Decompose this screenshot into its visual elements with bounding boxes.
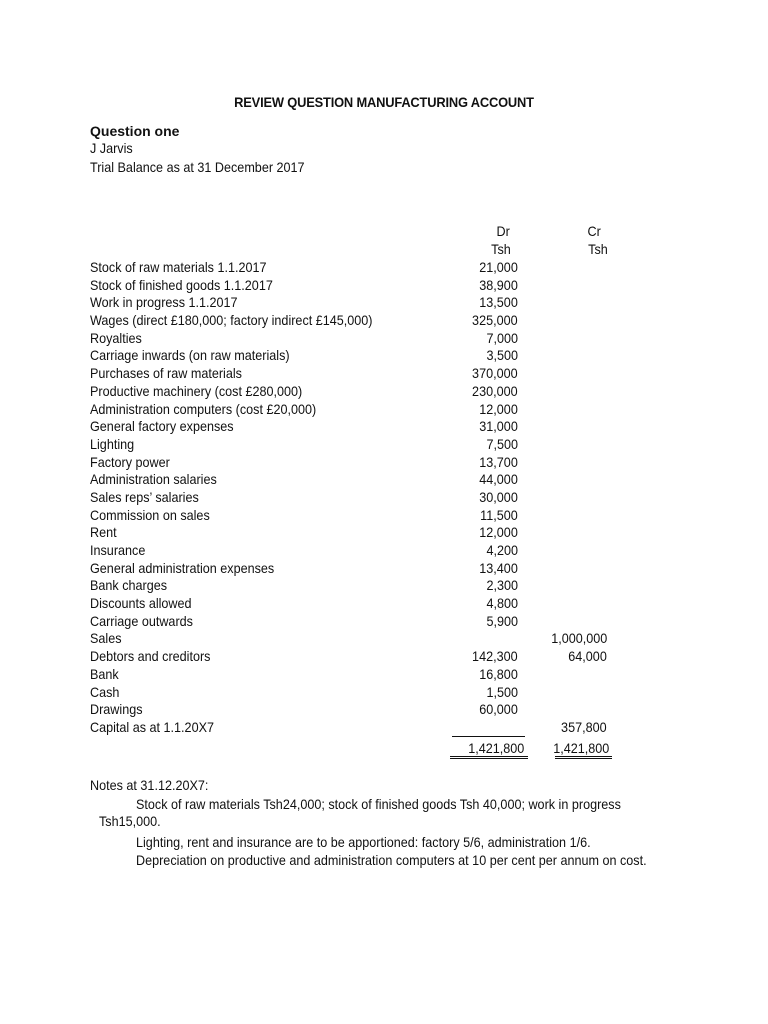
cr-column-header: Cr (587, 223, 601, 239)
table-row (0, 648, 768, 666)
debit-amount: 16,800 (479, 665, 518, 682)
debit-amount: 4,800 (486, 595, 518, 612)
debit-amount: 3,500 (486, 347, 518, 364)
debit-amount: 11,500 (480, 506, 518, 523)
table-row (0, 383, 768, 401)
trial-balance-table (0, 259, 768, 737)
table-row (0, 294, 768, 312)
account-name: Debtors and creditors (90, 648, 211, 665)
dr-total-double-rule-bottom (450, 758, 528, 759)
dr-column-unit: Tsh (491, 241, 511, 257)
account-name: Rent (90, 524, 117, 541)
account-name: Bank (90, 665, 119, 682)
debit-amount: 142,300 (472, 648, 518, 665)
table-row (0, 542, 768, 560)
table-row (0, 684, 768, 702)
debit-amount: 12,000 (479, 524, 518, 541)
table-row (0, 507, 768, 525)
account-name: Sales (90, 630, 122, 647)
credit-amount: 1,000,000 (550, 630, 607, 647)
table-row (0, 489, 768, 507)
account-name: Royalties (90, 329, 142, 346)
account-name: Work in progress 1.1.2017 (90, 294, 238, 311)
table-row (0, 436, 768, 454)
table-row (0, 595, 768, 613)
account-name: Drawings (90, 701, 143, 718)
debit-amount: 230,000 (472, 382, 518, 399)
debit-amount: 325,000 (472, 312, 518, 329)
debit-amount: 13,400 (479, 559, 518, 576)
account-name: Administration computers (cost £20,000) (90, 400, 317, 417)
dr-total: 1,421,800 (467, 740, 524, 756)
table-row (0, 330, 768, 348)
note-depreciation: Depreciation on productive and administration computers at 10 per cent per annum on cost. (136, 852, 647, 868)
dr-total-double-rule-top (450, 756, 528, 757)
cr-total-double-rule-top (555, 756, 612, 757)
statement-title: Trial Balance as at 31 December 2017 (90, 159, 305, 175)
table-row (0, 630, 768, 648)
dr-subtotal-rule (452, 736, 525, 737)
table-row (0, 454, 768, 472)
question-heading: Question one (90, 123, 180, 139)
account-name: Purchases of raw materials (90, 365, 242, 382)
note-stock: Stock of raw materials Tsh24,000; stock of finished goods Tsh 40,000; work in progress (136, 796, 621, 812)
debit-amount: 44,000 (479, 471, 518, 488)
debit-amount: 2,300 (486, 577, 518, 594)
debit-amount: 13,700 (479, 453, 518, 470)
account-name: Factory power (90, 453, 170, 470)
table-row (0, 560, 768, 578)
table-row (0, 365, 768, 383)
table-row (0, 701, 768, 719)
debit-amount: 5,900 (486, 612, 518, 629)
note-apportionment: Lighting, rent and insurance are to be apportioned: factory 5/6, administration 1/6. (136, 834, 591, 850)
debit-amount: 21,000 (479, 259, 518, 275)
debit-amount: 7,000 (486, 329, 518, 346)
account-name: Cash (90, 683, 120, 700)
debit-amount: 31,000 (479, 418, 518, 435)
debit-amount: 13,500 (479, 294, 518, 311)
table-row (0, 524, 768, 542)
document-title: REVIEW QUESTION MANUFACTURING ACCOUNT (234, 94, 534, 110)
account-name: Discounts allowed (90, 595, 192, 612)
account-name: Wages (direct £180,000; factory indirect £145,000) (90, 312, 373, 329)
credit-amount: 64,000 (568, 648, 607, 665)
debit-amount: 12,000 (479, 400, 518, 417)
notes-heading: Notes at 31.12.20X7: (90, 777, 209, 793)
company-name: J Jarvis (90, 140, 133, 156)
debit-amount: 4,200 (486, 542, 518, 558)
totals-row (0, 739, 768, 757)
credit-amount: 357,800 (561, 718, 607, 735)
account-name: Capital as at 1.1.20X7 (90, 718, 214, 735)
cr-total: 1,421,800 (552, 740, 609, 756)
dr-column-header: Dr (496, 223, 510, 239)
debit-amount: 60,000 (479, 701, 518, 718)
account-name: Productive machinery (cost £280,000) (90, 382, 303, 399)
table-row (0, 613, 768, 631)
table-row (0, 401, 768, 419)
debit-amount: 30,000 (479, 488, 518, 505)
account-name: Stock of raw materials 1.1.2017 (90, 259, 267, 275)
account-name: Insurance (90, 542, 146, 558)
table-row (0, 666, 768, 684)
debit-amount: 7,500 (486, 435, 518, 452)
account-name: General factory expenses (90, 418, 234, 435)
account-name: General administration expenses (90, 559, 275, 576)
account-name: Commission on sales (90, 506, 210, 523)
debit-amount: 38,900 (479, 276, 518, 293)
account-name: Administration salaries (90, 471, 217, 488)
table-row (0, 719, 768, 737)
cr-total-double-rule-bottom (555, 758, 612, 759)
account-name: Lighting (90, 435, 135, 452)
table-row (0, 418, 768, 436)
table-row (0, 312, 768, 330)
cr-column-unit: Tsh (588, 241, 608, 257)
account-name: Carriage outwards (90, 612, 193, 629)
table-row (0, 259, 768, 277)
account-name: Carriage inwards (on raw materials) (90, 347, 290, 364)
account-name: Bank charges (90, 577, 168, 594)
debit-amount: 370,000 (472, 365, 518, 382)
debit-amount: 1,500 (486, 683, 518, 700)
table-row (0, 277, 768, 295)
note-stock-continued: Tsh15,000. (99, 813, 161, 829)
account-name: Stock of finished goods 1.1.2017 (90, 276, 273, 293)
table-row (0, 471, 768, 489)
account-name: Sales reps’ salaries (90, 488, 199, 505)
table-row (0, 577, 768, 595)
table-row (0, 347, 768, 365)
